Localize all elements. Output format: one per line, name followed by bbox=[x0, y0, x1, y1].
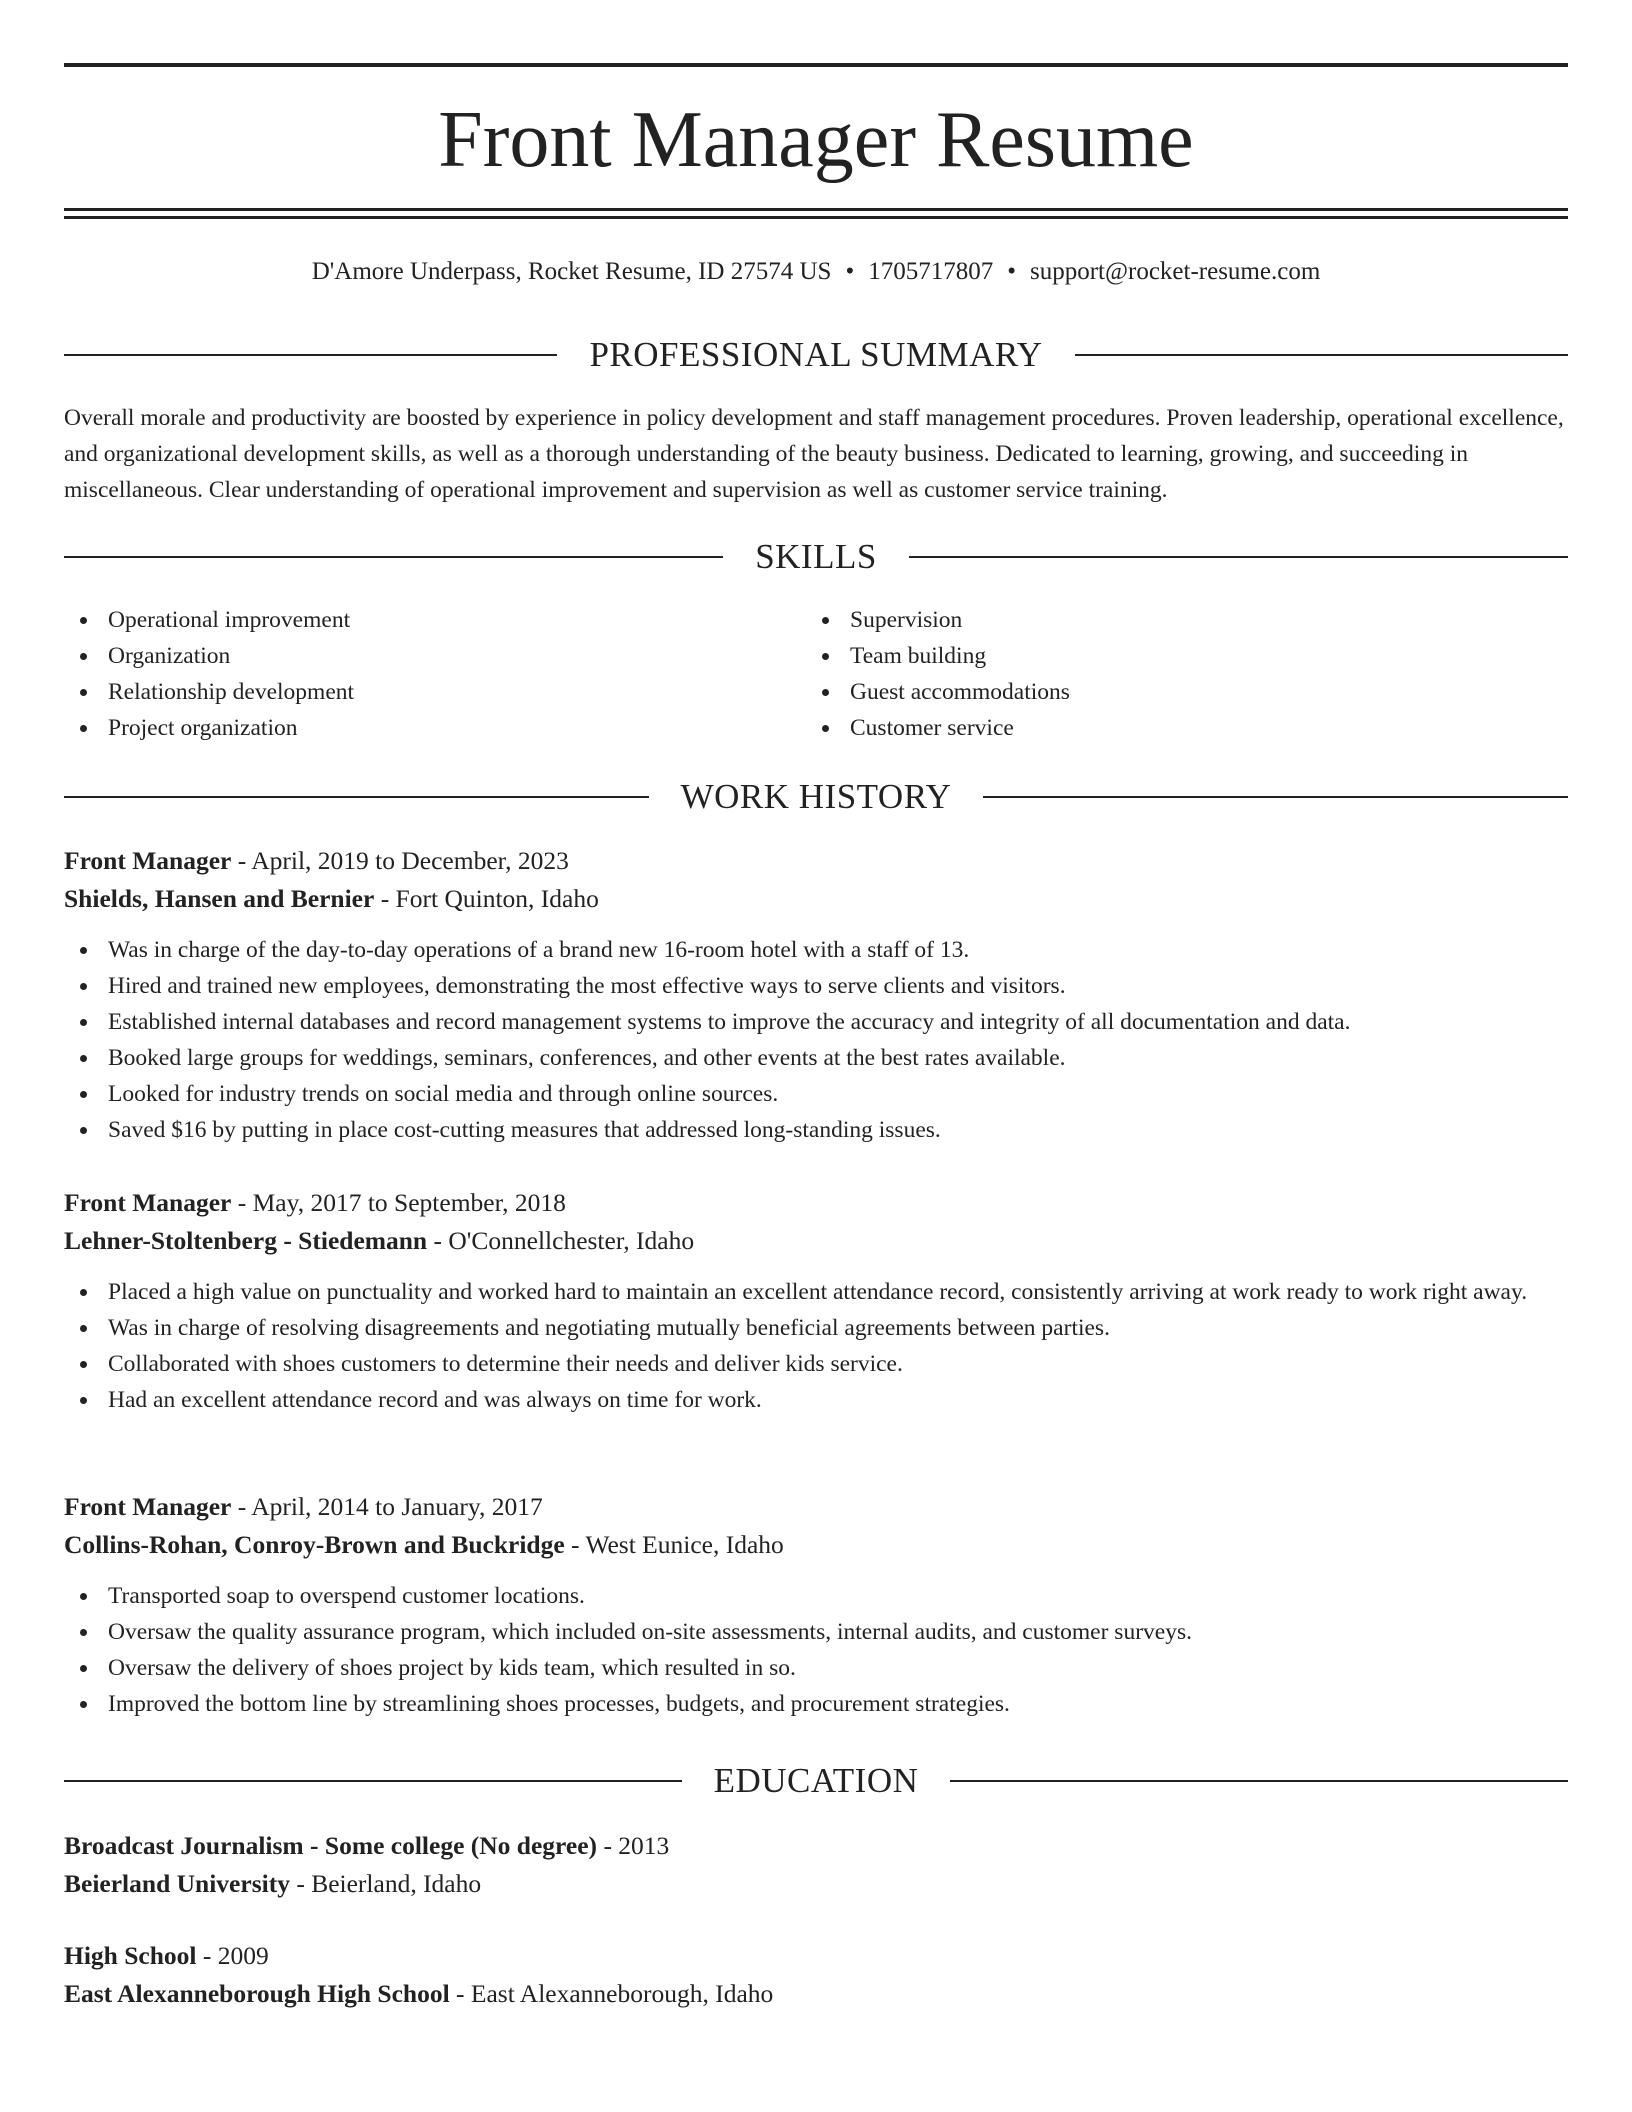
job-bullets bbox=[64, 1274, 1568, 1418]
skill-item: Team building bbox=[806, 638, 1546, 674]
section-header-work-history bbox=[64, 777, 1568, 817]
job-location: - Fort Quinton, Idaho bbox=[374, 884, 599, 913]
education-location: - Beierland, Idaho bbox=[289, 1869, 482, 1898]
job-bullet: Oversaw the delivery of shoes project by kids team, which resulted in so. bbox=[64, 1650, 1568, 1686]
top-rule bbox=[64, 63, 1568, 67]
job-title-line bbox=[64, 1184, 1568, 1222]
education-entry bbox=[64, 1827, 1568, 1903]
job-bullets bbox=[64, 932, 1568, 1148]
education-year: - 2009 bbox=[196, 1941, 269, 1970]
section-title: PROFESSIONAL SUMMARY bbox=[589, 335, 1043, 374]
job-dates: - April, 2014 to January, 2017 bbox=[231, 1492, 543, 1521]
skills-list-right bbox=[806, 602, 1546, 746]
skill-item: Project organization bbox=[64, 710, 804, 746]
job-company: Collins-Rohan, Conroy-Brown and Buckridge bbox=[64, 1530, 565, 1559]
contact-phone: 1705717807 bbox=[868, 258, 994, 285]
job-company: Lehner-Stoltenberg - Stiedemann bbox=[64, 1226, 428, 1255]
job-bullet: Transported soap to overspend customer locations. bbox=[64, 1578, 1568, 1614]
job-bullet: Was in charge of resolving disagreements and negotiating mutually beneficial agreements between parties. bbox=[64, 1310, 1568, 1346]
section-rule bbox=[983, 796, 1568, 798]
job-bullet: Improved the bottom line by streamlining shoes processes, budgets, and procurement strategies. bbox=[64, 1686, 1568, 1722]
job-location: - West Eunice, Idaho bbox=[564, 1530, 784, 1559]
education-location: - East Alexanneborough, Idaho bbox=[449, 1979, 774, 2008]
job-bullet: Hired and trained new employees, demonstrating the most effective ways to serve clients and visitors. bbox=[64, 968, 1568, 1004]
section-rule bbox=[64, 1780, 682, 1782]
section-title: WORK HISTORY bbox=[680, 777, 952, 816]
job-bullet: Had an excellent attendance record and was always on time for work. bbox=[64, 1382, 1568, 1418]
title-double-rule-lower bbox=[64, 216, 1568, 219]
job-title: Front Manager bbox=[64, 846, 232, 875]
contact-email: support@rocket-resume.com bbox=[1029, 258, 1321, 285]
job-bullets bbox=[64, 1578, 1568, 1722]
skill-item: Operational improvement bbox=[64, 602, 804, 638]
job-company-line bbox=[64, 1526, 1568, 1564]
section-header-summary bbox=[64, 335, 1568, 375]
education-year: - 2013 bbox=[597, 1831, 670, 1860]
education-degree-line bbox=[64, 1937, 1568, 1975]
section-rule bbox=[950, 1780, 1568, 1782]
education-degree: Broadcast Journalism - Some college (No degree) bbox=[64, 1831, 598, 1860]
job-dates: - May, 2017 to September, 2018 bbox=[231, 1188, 566, 1217]
education-degree-line bbox=[64, 1827, 1568, 1865]
job-entry bbox=[64, 1184, 1568, 1418]
section-rule bbox=[64, 556, 723, 558]
job-entry bbox=[64, 842, 1568, 1148]
job-entry bbox=[64, 1488, 1568, 1722]
job-bullet: Was in charge of the day-to-day operations of a brand new 16-room hotel with a staff of 13. bbox=[64, 932, 1568, 968]
education-school-line bbox=[64, 1975, 1568, 2013]
job-title-line bbox=[64, 842, 1568, 880]
skill-item: Relationship development bbox=[64, 674, 804, 710]
section-title: SKILLS bbox=[755, 537, 877, 576]
skills-list-left bbox=[64, 602, 804, 746]
job-bullet: Placed a high value on punctuality and worked hard to maintain an excellent attendance record, consistently arriving at work ready to work right away. bbox=[64, 1274, 1568, 1310]
education-school: Beierland University bbox=[64, 1869, 290, 1898]
skill-item: Supervision bbox=[806, 602, 1546, 638]
job-title: Front Manager bbox=[64, 1188, 232, 1217]
contact-line bbox=[64, 255, 1568, 289]
job-bullet: Booked large groups for weddings, seminars, conferences, and other events at the best rates available. bbox=[64, 1040, 1568, 1076]
title-double-rule-upper bbox=[64, 208, 1568, 211]
education-school-line bbox=[64, 1865, 1568, 1903]
section-rule bbox=[909, 556, 1568, 558]
job-company-line bbox=[64, 1222, 1568, 1260]
job-bullet: Oversaw the quality assurance program, which included on-site assessments, internal audits, and customer surveys. bbox=[64, 1614, 1568, 1650]
job-dates: - April, 2019 to December, 2023 bbox=[231, 846, 569, 875]
section-header-education bbox=[64, 1761, 1568, 1801]
job-company-line bbox=[64, 880, 1568, 918]
section-rule bbox=[64, 354, 557, 356]
education-school: East Alexanneborough High School bbox=[64, 1979, 450, 2008]
job-title: Front Manager bbox=[64, 1492, 232, 1521]
section-title: EDUCATION bbox=[713, 1761, 919, 1800]
job-title-line bbox=[64, 1488, 1568, 1526]
section-rule bbox=[1075, 354, 1568, 356]
summary-paragraph: Overall morale and productivity are boosted by experience in policy development and staff management procedures. Proven leadership, operational excellence, and organizational development skills, as well as a thorough understanding of the beauty business. Dedicated to learning, growing, and succeeding in miscellaneous. Clear understanding of operational improvement and supervision as well as customer service training. bbox=[64, 405, 1564, 503]
section-header-skills bbox=[64, 537, 1568, 577]
skill-item: Organization bbox=[64, 638, 804, 674]
job-bullet: Collaborated with shoes customers to determine their needs and deliver kids service. bbox=[64, 1346, 1568, 1382]
education-degree: High School bbox=[64, 1941, 197, 1970]
section-rule bbox=[64, 796, 649, 798]
contact-separator: • bbox=[1007, 258, 1016, 285]
skill-item: Customer service bbox=[806, 710, 1546, 746]
job-bullet: Saved $16 by putting in place cost-cutting measures that addressed long-standing issues. bbox=[64, 1112, 1568, 1148]
education-entry bbox=[64, 1937, 1568, 2013]
contact-separator: • bbox=[845, 258, 855, 285]
job-bullet: Established internal databases and record management systems to improve the accuracy and integrity of all documentation and data. bbox=[64, 1004, 1568, 1040]
contact-address: D'Amore Underpass, Rocket Resume, ID 27574 US bbox=[311, 258, 832, 285]
resume-title: Front Manager Resume bbox=[438, 96, 1194, 184]
job-company: Shields, Hansen and Bernier bbox=[64, 884, 375, 913]
job-location: - O'Connellchester, Idaho bbox=[427, 1226, 695, 1255]
job-bullet: Looked for industry trends on social media and through online sources. bbox=[64, 1076, 1568, 1112]
skill-item: Guest accommodations bbox=[806, 674, 1546, 710]
